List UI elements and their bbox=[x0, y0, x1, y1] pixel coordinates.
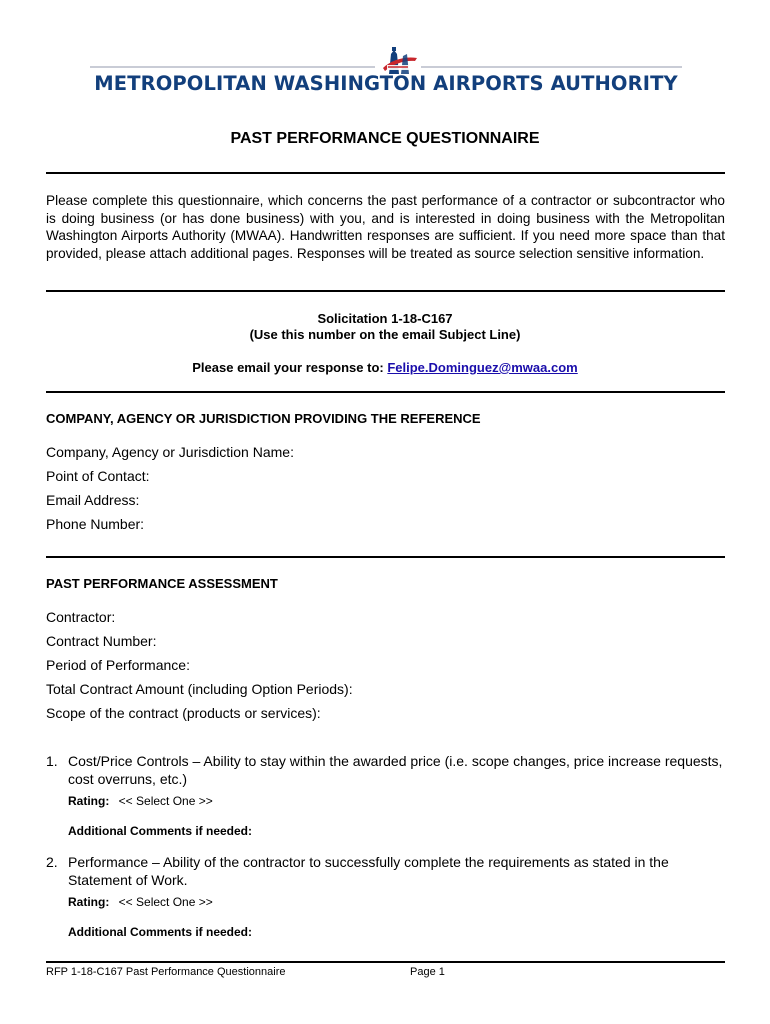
email-instruction bbox=[0, 360, 770, 375]
comments-label: Additional Comments if needed: bbox=[68, 824, 253, 838]
divider bbox=[46, 391, 725, 393]
rating-row bbox=[68, 794, 213, 808]
page-title: PAST PERFORMANCE QUESTIONNAIRE bbox=[230, 130, 540, 147]
field-label-company-name: Company, Agency or Jurisdiction Name: bbox=[46, 444, 294, 460]
rating-select[interactable]: << Select One >> bbox=[118, 895, 213, 909]
field-label-contractor: Contractor: bbox=[46, 609, 116, 625]
field-label-contract-number: Contract Number: bbox=[46, 633, 157, 649]
field-label-scope: Scope of the contract (products or services): bbox=[46, 705, 321, 721]
field-label-total-contract-amount: Total Contract Amount (including Option Periods): bbox=[46, 681, 353, 697]
divider bbox=[46, 556, 725, 558]
question-text: Performance – Ability of the contractor to successfully complete the requirements as stated in the Statement of Work. bbox=[68, 854, 669, 888]
field-label-phone-number: Phone Number: bbox=[46, 516, 145, 532]
reference-section-heading: COMPANY, AGENCY OR JURISDICTION PROVIDING THE REFERENCE bbox=[46, 411, 481, 426]
assessment-section-heading: PAST PERFORMANCE ASSESSMENT bbox=[46, 576, 278, 591]
solicitation-note: (Use this number on the email Subject Line) bbox=[249, 327, 521, 342]
field-label-period-of-performance: Period of Performance: bbox=[46, 657, 190, 673]
comments-label: Additional Comments if needed: bbox=[68, 925, 253, 939]
footer-divider bbox=[46, 961, 725, 963]
divider bbox=[46, 290, 725, 292]
solicitation-number: Solicitation 1-18-C167 bbox=[317, 311, 453, 326]
question-number: 2. bbox=[46, 854, 58, 870]
rating-select[interactable]: << Select One >> bbox=[118, 794, 213, 808]
divider bbox=[46, 172, 725, 174]
question-text: Cost/Price Controls – Ability to stay within the awarded price (i.e. scope changes, price increase requests, cost overruns, etc.) bbox=[68, 753, 723, 787]
contact-email-link[interactable]: Felipe.Dominguez@mwaa.com bbox=[387, 360, 578, 375]
field-label-point-of-contact: Point of Contact: bbox=[46, 468, 150, 484]
rating-label: Rating: bbox=[68, 895, 110, 909]
mwaa-logo bbox=[90, 44, 682, 100]
field-label-email-address: Email Address: bbox=[46, 492, 140, 508]
email-prompt: Please email your response to: bbox=[192, 360, 384, 375]
rating-row bbox=[68, 895, 213, 909]
intro-paragraph: Please complete this questionnaire, which concerns the past performance of a contractor or subcontractor who is doing business (or has done business) with you, and is interested in doing business with the Metropolitan Washington Airports Authority (MWAA). Handwritten responses are sufficient. If you need more space than that provided, please attach additional pages. Responses will be treated as source selection sensitive information. bbox=[46, 193, 725, 261]
logo-text: METROPOLITAN WASHINGTON AIRPORTS AUTHORITY bbox=[94, 72, 678, 95]
question-number: 1. bbox=[46, 753, 58, 769]
footer-page-number: Page 1 bbox=[410, 966, 445, 978]
rating-label: Rating: bbox=[68, 794, 110, 808]
footer-document-name: RFP 1-18-C167 Past Performance Questionnaire bbox=[46, 966, 286, 978]
